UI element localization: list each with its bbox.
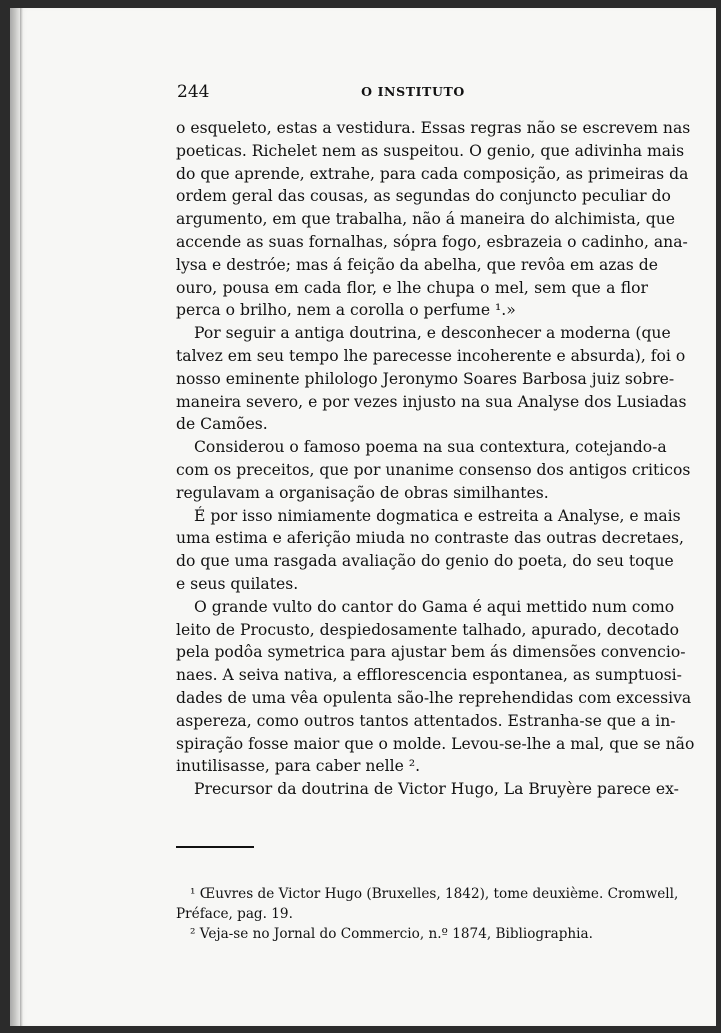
- text-line: e seus quilates.: [176, 574, 299, 593]
- text-line: do que aprende, extrahe, para cada composição, as primeiras da: [176, 164, 689, 183]
- text-line: ordem geral das cousas, as segundas do conjuncto peculiar do: [176, 187, 671, 206]
- text-line: com os preceitos, que por unanime consenso dos antigos criticos: [176, 460, 691, 479]
- page-header: [177, 82, 649, 104]
- text-line: lysa e destróe; mas á feição da abelha, que revôa em azas de: [176, 255, 658, 274]
- page-number: 244: [177, 82, 210, 102]
- running-title: O INSTITUTO: [361, 84, 465, 99]
- footnotes: [176, 884, 679, 944]
- text-line: argumento, em que trabalha, não á maneira do alchimista, que: [176, 210, 675, 229]
- text-line: o esqueleto, estas a vestidura. Essas regras não se escrevem nas: [176, 119, 691, 137]
- text-line: nosso eminente philologo Jeronymo Soares Barbosa juiz sobre-: [176, 369, 675, 388]
- text-line: do que uma rasgada avaliação do genio do poeta, do seu toque: [176, 552, 674, 571]
- text-line: regulavam a organisação de obras similhantes.: [176, 483, 549, 502]
- footnote-1: ¹ Œuvres de Victor Hugo (Bruxelles, 1842), tome deuxième. Cromwell,: [190, 886, 679, 902]
- text-line: perca o brilho, nem a corolla o perfume ¹.»: [176, 301, 516, 320]
- body-text: [176, 117, 695, 801]
- text-line: maneira severo, e por vezes injusto na sua Analyse dos Lusiadas: [176, 392, 687, 411]
- text-line: poeticas. Richelet nem as suspeitou. O genio, que adivinha mais: [176, 141, 685, 160]
- text-line: leito de Procusto, despiedosamente talhado, apurado, decotado: [176, 620, 680, 639]
- paragraph-first-line: É por isso nimiamente dogmatica e estreita a Analyse, e mais: [194, 506, 681, 525]
- text-line: naes. A seiva nativa, a efflorescencia espontanea, as sumptuosi-: [176, 666, 682, 685]
- text-line: spiração fosse maior que o molde. Levou-se-lhe a mal, que se não: [176, 734, 695, 753]
- footnote-2: ² Veja-se no Jornal do Commercio, n.º 1874, Bibliographia.: [190, 926, 593, 942]
- paragraph-first-line: Precursor da doutrina de Victor Hugo, La Bruyère parece ex-: [194, 780, 679, 799]
- paragraph-first-line: O grande vulto do cantor do Gama é aqui mettido num como: [194, 597, 675, 616]
- text-line: talvez em seu tempo lhe parecesse incoherente e absurda), foi o: [176, 346, 686, 365]
- text-line: accende as suas fornalhas, sópra fogo, esbrazeia o cadinho, ana-: [176, 232, 688, 251]
- text-line: pela podôa symetrica para ajustar bem ás dimensões convencio-: [176, 643, 686, 662]
- text-line: uma estima e aferição miuda no contraste das outras decretaes,: [176, 529, 685, 548]
- text-line: ouro, pousa em cada flor, e lhe chupa o mel, sem que a flor: [176, 278, 648, 297]
- text-line: de Camões.: [176, 415, 268, 434]
- paragraph-first-line: Considerou o famoso poema na sua contextura, cotejando-a: [194, 438, 667, 457]
- footnote-1-continuation: Préface, pag. 19.: [176, 906, 293, 922]
- text-line: dades de uma vêa opulenta são-lhe reprehendidas com excessiva: [176, 688, 692, 707]
- text-line: inutilisasse, para caber nelle ².: [176, 757, 421, 776]
- footnote-separator: [176, 846, 254, 848]
- text-line: aspereza, como outros tantos attentados. Estranha-se que a in-: [176, 711, 676, 730]
- page-gutter-shadow: [20, 8, 23, 1026]
- paragraph-first-line: Por seguir a antiga doutrina, e desconhecer a moderna (que: [194, 324, 671, 343]
